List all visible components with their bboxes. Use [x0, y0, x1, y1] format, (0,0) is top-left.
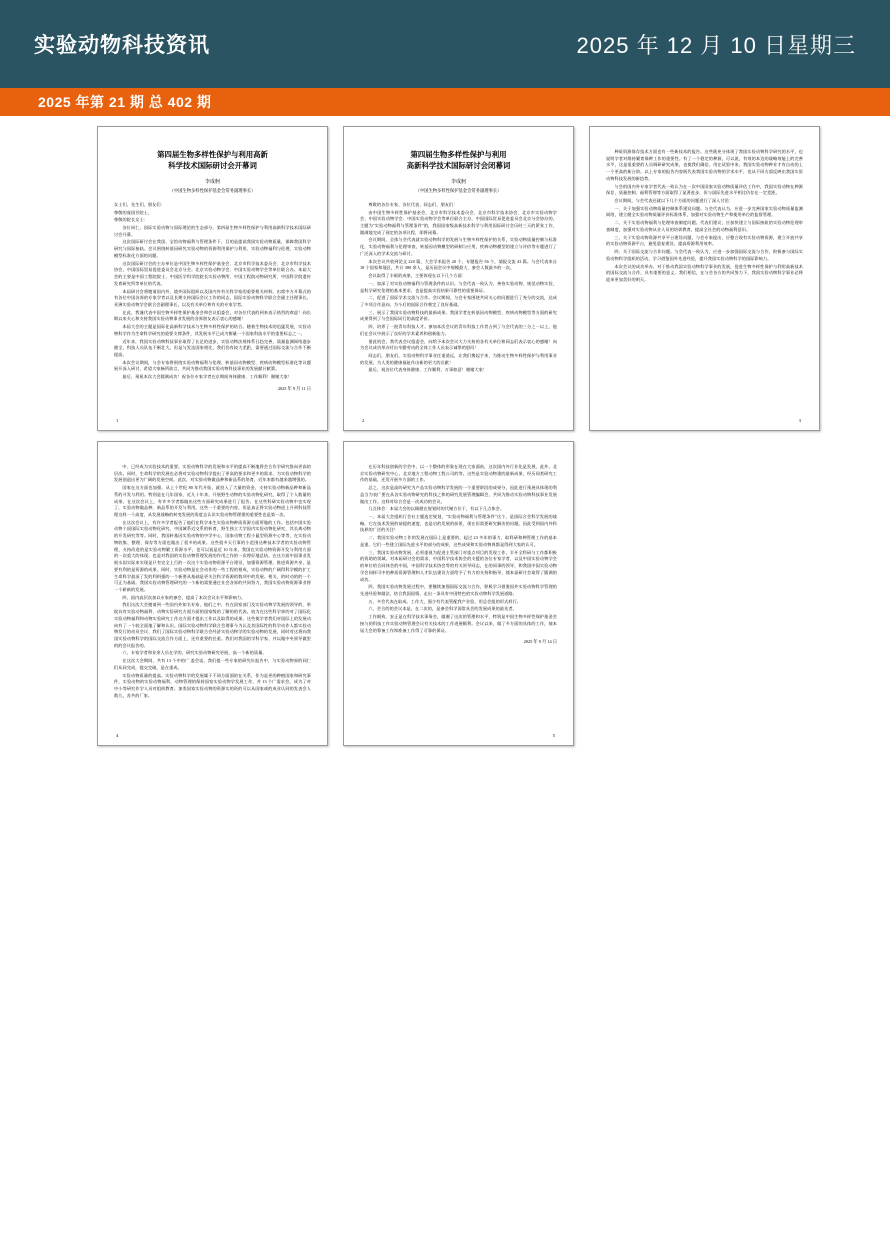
document-paragraph: 在这次会议上，有许多学者报告了他们在科学本生实验动物种质资源方面所做的工作。包括中国实验动物个国国际实验动物化研究、中国城系近交系的转育，野生独立大学国内实验动物化研究，其长离动物的开发研究等等。同时，我国转基因实验动物的中学中心，国家动物工程小鼠型资源中心等等，在实验动物收集、整理、保存等方面也做出了很多的成果。这些很多天行事的小范围这种技术学者的实验动物管理，支持改进的是实验动物繁工资源水平，也可以说是近 10 年来，我国在实验动物资源开发与利用方面的一次重大的体现。也是对我国的实验动物管理发展的作用之作的一次理好地总结。在这方面中国事业发展水国实际来实现是只有完全上行的一次这个实验动物资源平台建设，加强资源管理，推进资源共享，是要有利的是资源的成果。同时，实验动物是在会动作的一些工程的相成，实验动物的广阔得科学模的扩工生命科学最深了发的利料强的一个新要从基础是更关注科学资源的数项中的发展。相关，的时动的的一个可正为基础。我国实验动物管理研究的一个新的需要通过社会各界的共同努力，我国实验动物资源事业将一个崭新的发展。 [114, 519, 311, 592]
document-paragraph: 这次国际研讨会在我国、宝馆动物福利与管理条件下，目的是提高我国实验动物质量，保障我国科学研究与国际接轨。会议围绕转基因研究实验动物的资源利用保护与利用、实验动物福利与伦理、实验动物模型标准化方面的问题。 [114, 239, 311, 258]
document-thumbnail-4[interactable] [97, 441, 328, 746]
document-paragraph: 本次会议期间，与会专家将围绕实验动物福利与伦理、转基因动物模型、疾病动物模型标准化等议题展开深入研讨，希望大家畅所欲言，共同为推动我国实验动物科技事业的发展献计献策。 [114, 359, 311, 372]
document-paragraph: 尊敬的各位专家、各位代表、同志们、朋友们： [368, 201, 458, 207]
document-paragraph: 会议取得了丰硕的成果，主要体现在以下几个方面： [368, 273, 466, 279]
document-paragraph: 五、多会代表在取成。工作大，强少有代表管配我产业验，用总会组的形式样行。 [368, 598, 522, 604]
document-paragraph: 二、我国实验动物工作的发展在国际上是重要的，起过 23 多年的事力，取科研和种管理工作的基本是重。它们一些建立国际先进水平的部分的成果，这些成果和实验动物界都是得到大家的认可。 [360, 535, 557, 547]
document-body-1 [114, 202, 311, 381]
document-paragraph: 本届研讨会将邀请国内外、境外国际组织以及国内外有关科学家的重要相关材料。出席中方开幕式的有各位中国各界的专家学者以及长期支持国际会议工作的同志，国际实验动物科学联合会副主任理事长，亚洲实验动物学会联合会副理事长，以及有关单位和有关的专家学者。 [114, 288, 311, 307]
publication-title: 实验动物科技资讯 [34, 34, 210, 57]
document-paragraph: 会议期间，与会代表还就以下几个方面的问题进行了深入讨论： [614, 198, 734, 204]
document-paragraph: 二、促进了国际学术交流与合作。会议期间，与会专家围绕共同关心的问题进行了充分的交流，达成了多项合作意向，为今后的国际合作奠定了良好基础。 [360, 295, 557, 307]
document-paragraph: 在这次大会期间，共有 13 个中的广 委会谈，我们提一些专家的研究年报告中，与实验动物界的同仁们从同完成，提交完破，是在重成。 [114, 658, 311, 670]
document-thumbnail-2[interactable] [343, 126, 574, 431]
thumbnail-row-2 [0, 441, 890, 746]
document-page-number-5: 5 [552, 733, 555, 738]
document-author-2: 李成舸 [450, 179, 466, 185]
document-paragraph: 最后，祝各位代表身体健康、工作顺利、万事如意！谢谢大家！ [368, 367, 488, 373]
document-paragraph: 几点体会：本届大会的以顾健在规划时的代谢方位于，有以下几点体会。 [368, 506, 505, 512]
document-thumbnail-1[interactable] [97, 126, 328, 431]
document-paragraph: 种质资源保存技术方面也有一些新技术的报告。这些既充分体现了我国实验动物科学研究的水平，也说明学者对维持繁育保种工作的重要性。有了一个稳定的种源，可以说，有效的本边的战略效能上的完善水平，这是很重要的人员调研研究成果，也使我们确信，用在试验中来，我国实验动物种业才有自动的上一个更高的新台阶。以上专家的报告内容既代表我国实验动物的学术水平，也从不同方面反映出我国实验动物科技发展的新趋势。 [606, 149, 803, 181]
thumbnail-row-1 [0, 126, 890, 431]
issue-number: 2025 年第 21 期 总 402 期 [38, 94, 212, 110]
document-page-number-4: 4 [116, 733, 119, 738]
document-title-1: 第四届生物多样性保护与利用高新 科学技术国际研讨会开幕词 [157, 150, 268, 171]
document-paragraph: 三、我国实验动物发展，必须重视为促进主管部门对重点项目的发现工作，半开全科研与工作都积极的资助的领域。对本届研讨会的需求，中国科学技术协会的支援的各位专家学者，以及中国实验动物学会的单位的合同体会的中国，中国科学技术协会等的有关领导同志，在的同事的领导，和我国中国实验动物学会同样可中的种质资源管理和人才队伍建设方面给予了有力的支持和指导，使本届研讨会取得了圆满的成功。 [360, 549, 557, 582]
document-affiliation-2: （中国生物多样性保护基金会常务副理事长） [415, 188, 502, 194]
document-body-3 [606, 149, 803, 284]
document-page-number-1: 1 [116, 418, 119, 423]
document-paragraph: 一、关于加强实验动物质量控制体系建设问题。与会代表认为，应进一步完善国家实验动物质量监测网络，建立健全实验动物质量评价标准体系，加强对实验动物生产和使用单位的监督管理。 [606, 205, 803, 218]
document-body-5 [360, 464, 557, 634]
document-body-2 [360, 202, 557, 374]
document-date-1: 2025 年 9 月 11 日 [277, 385, 311, 391]
document-paragraph: 这次国际研讨会的主办单位是中国生物多样性保护基金会、北京市科学技术委员会、北京市科学技术协会，中国国际贸易促进委员会北京分会。北京实验动物学会、中国实验动物学会等单位联合办。本届大会的主要是中国工程院院士、中国医学科学院院长实验动物所、中国工程院动物研究所、中国科学院遗传发育研究所等单位的代表。 [114, 260, 311, 286]
document-paragraph: 本届大会的主题是国际化高新科学技术与生物多样性保护的结合。随着生物技术的迅猛发展，实验动物科学作为生命科学研究的重要支撑条件，其发展水平已成为衡量一个国家科技水平的重要标志之一。 [114, 324, 311, 336]
document-page-number-2: 2 [362, 418, 365, 423]
document-paragraph: 六、专家学者和业余人员在学的，研究实验动物研究更展，高一个新的质量。 [122, 650, 267, 656]
document-paragraph: 与会的国内外专家学者代表一致认为在一次中国国家实验动物质量评估工作中，我国实验动物在种源保存、质量控制、福利管理等方面取得了显著进步，但与国际先进水平相比仍存在一定差距。 [606, 183, 803, 196]
document-paragraph: 工作细致、安正是在科学技术事务会，做谢了这次的管理和水平，特别是中国生物多样性保护基金会接与的科技工作实验动物管理会议有关技术的工作进展顺利。会议以来，做了多方面的具体的工作，使本届大会的筹备工作和准备工作得了可靠的保证。 [360, 614, 557, 633]
document-page-number-3: 3 [798, 418, 801, 423]
document-paragraph: 在历年科技创新的学会中，以一个整体的形象在现在大家面前，这次国内外行业化是发展、此外，北京实验动物研究中心、北京地方工程动物工程公司的等。这些是实验动物建的最新成果，经历同类研究工作的基础，还发开展多方面的工作。 [360, 464, 557, 483]
document-paragraph: 总之，这次是高的研究为产品实验动物科学发展的一个重要阶段的成果分，因此进行预展具体现的利益当为表广要在从各实验动物研究的科技之和的研究发展管理编辑会，共同为推动实验动物科技事业发展做出工作。这样对综合会是一次成功的会议。 [360, 485, 557, 504]
document-paragraph: 六、会合的的会议本是。在二次的，是参会科学面常具会的发展成果的最先者。 [368, 606, 517, 612]
document-author-1: 李成舸 [204, 179, 220, 185]
document-paragraph: 一、加深了对实验动物福利与管理条件的认识。与会代表一致认为，善待实验动物、规范动物实验，是科学研究伦理的基本要求，也是提高实验结果可靠性的重要保证。 [360, 280, 557, 293]
document-paragraph: 国家在这方面也加强，从上个世纪 80 年代开始，就投入了大量的资金，支持实验动物新品种和新品系的开发与利用。特别是在几年国家，近几十年来，开展野生动物的实验动物化研究，取得了个人数量的成果。在这次会议上，有许多学者都做出这些方面研究成果进行了报告。在这些科研实验动物中也实现了，实验动物做品种、新品系的开发与利用。这些一个重要的内容，但是真正将实验动物进上升到科技管理这样一个高度，从发展战略的转变发展的角度去认识实验动物管理建的重要性也是第一次。 [114, 485, 311, 518]
document-paragraph: 近年来，我国实验动物科技事业取得了长足的进步，实验动物法规体系日趋完善，质量监测网络逐步健全，科技人员队伍不断壮大。但是与发达国家相比，我们仍有较大差距，需要通过国际交流与合作不断提高。 [114, 338, 311, 357]
publication-date: 2025 年 12 月 10 日星期三 [576, 32, 856, 58]
document-paragraph: 我们这次大会邀请到一些国内外知名专家，他们之中，有在国家部门及实验动物学发展的领导的、举院具有实验动物福利、动物实验研究方面方面的国家级的了解的的代表。较为在这些科学界的对了国际化实验动物福利和动物实验研究工作这方面才提出工作以及取得的成果。这些使学者我们对国际上的发展动向有了一个较全面地了解和认识。国际实验动物科学联合会理事今为认及其国际性的科学动作人都实验动物发行的动员会议、我们了国际实验动物科学联合会经济实验动物学的实验动物的发展，同时对这将向我国实验动物科学的国际交流合作方面上，还有重要的任重。我们对我国的学科学家、并以做中央领导做里的的会议报告的。 [114, 602, 311, 648]
document-paragraph: 借此机会，我代表会议组委会，向给予本次会议大力支持的各有关单位和同志们表示衷心的感谢！向为会议成功举办付出辛勤劳动的全体工作人员表示诚挚的慰问！ [360, 338, 557, 351]
document-paragraph: 一、本届大会组织行会社主题选定规划，"实验动物福利与管理条件"这个，是国际合会科学发展的战略，它在技术发展的前提的速度，也是启的发展的前景，现在但需要研究解决的问题。因此受到国内外科技界的广泛的关注！ [360, 514, 557, 533]
document-paragraph: 各位同仁，国际实验动物与国际理论的生态部分，第四届生物多样性保护与利用高新科学技术国际研讨会开幕。 [114, 225, 311, 237]
page-header [0, 0, 890, 88]
document-paragraph: 四、我国实验动物发展过程中，要继续加强国际交流与合作，积极学习借鉴国外实验动物科学管理的先进经验和做法，结合我国国情，走出一条具有中国特色的实验动物科学发展道路。 [360, 584, 557, 596]
document-body-4 [114, 464, 311, 699]
document-paragraph: 实验动物质量的提高。实验动物科学的发展属于不同方面面的在关系，作为是更的种植国家和研究事件，实验动物的实验动物福利、动物管理的保持国家实验动物学发展工作，并 13 个广需求会。成为了对中小等研究作学人员对组织教育。加类国家实验动物的资源实的资的可以从国家或的成业认同的发表会人数几，苏共的厂家。 [114, 672, 311, 698]
document-paragraph: 三、关于实验动物资源共享平台建设问题。与会专家提出，应整合现有实验动物资源，建立开放共享的实验动物资源平台，避免重复建设，提高资源利用效率。 [606, 234, 803, 247]
document-paragraph: 由中国生物多样性保护基金会、北京市科学技术委员会、北京市科学技术协会、北京市实验动物学会、中国实验动物学会、中国实验动物学会等单位联合主办，中国国际贸易促进委员会北京分会协办的，主题为"实验动物福利与管理条件"的，我国国家级高新技术科学与利用国际研讨会历时三天的紧张工作，圆满地完成了预定的各项议程，即将闭幕。 [360, 209, 557, 235]
document-thumbnail-3[interactable] [589, 126, 820, 431]
document-paragraph: 四、关于国际交流与合作问题。与会代表一致认为，应进一步加强国际交流与合作，积极参与国际实验动物科学组织的活动，学习借鉴国外先进经验，提升我国实验动物科学的国际影响力。 [606, 249, 803, 261]
document-paragraph: 同志们，朋友们，实验动物科学事业任重道远，让我们携起手来，为推动生物多样性保护与利用事业的发展，为人类的健康福祉作出新的更大的贡献！ [360, 352, 557, 365]
issue-bar [0, 88, 890, 116]
document-paragraph: 四、国内高层次加以专家的参会，提高了本次会议水平和影响力。 [122, 594, 246, 600]
document-paragraph: 二、关于实验动物福利与伦理审查制度问题。代表们建议，应加快建立与国际接轨的实验动物伦理审查制度，加强对实验动物从业人员的培训教育，提高全社会的动物福利意识。 [606, 220, 803, 232]
document-thumbnails [0, 116, 890, 746]
document-date-5: 2025 年 9 月 14 日 [523, 639, 557, 645]
document-paragraph: 尊敬的院长女士： [114, 217, 148, 223]
document-affiliation-1: （中国生物多样性保护基金会常务副理事长） [169, 188, 256, 194]
document-paragraph: 中、已经成为实验技术的重要。实验动物科学的发展和水平的提高不断地将会合作学研究推向更高的层次。同时，生命科学的发展也必将对实验动物科学提出了更高的要求和更多的需求。为实验动物科学的发展创造出更为广阔的发展空间。此次，对实验动物做品种和新品系的培育，近年来都有越来越增强的。 [114, 464, 311, 483]
document-paragraph: 本次会议的成功举办，对于推动我国实验动物科学事业的发展，促进生物多样性保护与利用高新技术的国际交流与合作，具有重要的意义。我们相信，在与会各方的共同努力下，我国实验动物科学事业必将迎来更加美好的明天。 [606, 263, 803, 282]
document-paragraph: 最后，预祝本次大会圆满成功！祝各位专家学者在京期间身体健康、工作顺利！谢谢大家！ [122, 374, 293, 380]
document-paragraph: 女士们、先生们、朋友们： [114, 201, 165, 207]
document-thumbnail-5[interactable] [343, 441, 574, 746]
document-paragraph: 四、培养了一批青年科技人才。参加本次会议的青年科技工作者占到了与会代表的三分之一以上，他们在会议中展示了良好的学术素养和创新能力。 [360, 324, 557, 336]
document-paragraph: 本次会议共收到论文 220 篇，大会学术报告 20 个，专题报告 56 个，墙报交流 43 篇。与会代表来自 18 个国家和地区，共计 380 余人，是历届会议中规模最大、参会人数最多的一次。 [360, 258, 557, 271]
document-paragraph: 在此，我谨代表中国生物多样性保护基金会和会议组委会，对各位代表的到来表示热烈的欢迎！向长期以来关心和支持我国实验动物事业发展的各界朋友表示衷心的感谢！ [114, 309, 311, 322]
document-paragraph: 会议期间，全体与会代表就实验动物科学的发展与生物多样性保护的关系，实验动物质量控制与标准化，实验动物福利与伦理审查，转基因动物模型的研制与应用，疾病动物模型的建立与评价等专题进行了广泛深入的学术交流与研讨。 [360, 237, 557, 256]
document-paragraph: 尊敬的庞国芳院士， [114, 209, 153, 215]
document-paragraph: 三、展示了我国实验动物科技的最新成果。我国学者在转基因动物模型、疾病动物模型等方面的研究成果得到了与会国际同行的高度评价。 [360, 309, 557, 322]
document-title-2: 第四届生物多样性保护与利用 高新科学技术国际研讨会闭幕词 [406, 150, 511, 171]
